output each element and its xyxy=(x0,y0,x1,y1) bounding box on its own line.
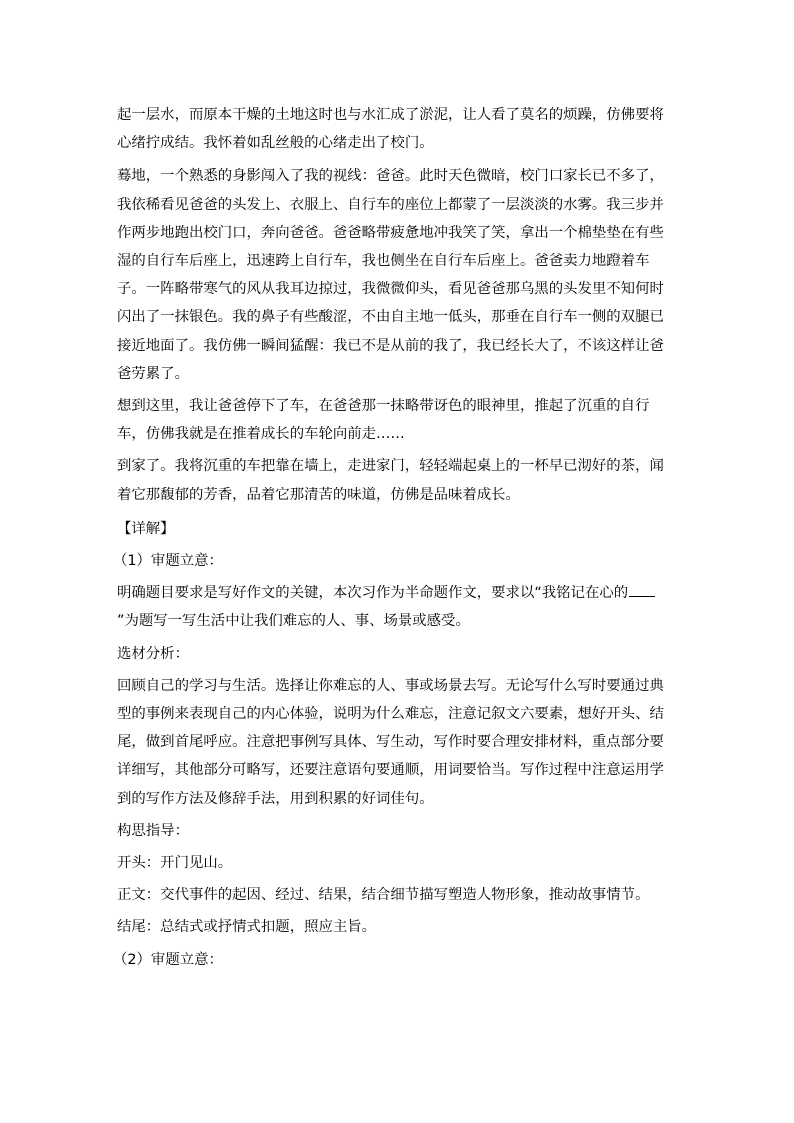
section-2-title: （2）审题立意： xyxy=(113,951,223,968)
page-content xyxy=(113,101,677,974)
idea-guide-title: 构思指导： xyxy=(117,822,189,839)
essay-paragraph-3: 想到这里，我让爸爸停下了车，在爸爸那一抹略带讶色的眼神里，推起了沉重的自行车，仿佛我就是在推着成长的车轮向前走…… xyxy=(117,398,650,443)
section-1-text-part-b: ”为题写一写生活中让我们难忘的人、事、场景或感受。 xyxy=(117,613,470,630)
material-analysis-title: 选材分析： xyxy=(117,645,189,662)
essay-paragraph-1: 起一层水，而原本干燥的土地这时也与水汇成了淤泥，让人看了莫名的烦躁，仿佛要将心绪拧成结。我怀着如乱丝般的心绪走出了校门。 xyxy=(117,107,664,152)
section-1-title: （1）审题立意： xyxy=(113,553,223,570)
analysis-heading: 【详解】 xyxy=(117,520,175,537)
ending-guide: 结尾：总结式或抒情式扣题，照应主旨。 xyxy=(117,919,377,936)
essay-paragraph-2: 蓦地，一个熟悉的身影闯入了我的视线：爸爸。此时天色微暗，校门口家长已不多了，我依稀看见爸爸的头发上、衣服上、自行车的座位上都蒙了一层淡淡的水雾。我三步并作两步地跑出校门口，奔向爸爸。爸爸略带疲惫地冲我笑了笑，拿出一个棉垫垫在有些湿的自行车后座上，迅速跨上自行车，我也侧坐在自行车后座上。爸爸卖力地蹬着车子。一阵略带寒气的风从我耳边掠过，我微微仰头，看见爸爸那乌黑的头发里不知何时闪出了一抹银色。我的鼻子有些酸涩，不由自主地一低头，那垂在自行车一侧的双腿已接近地面了。我仿佛一瞬间猛醒：我已不是从前的我了，我已经长大了，不该这样让爸爸劳累了。 xyxy=(117,168,664,382)
essay-paragraph-4: 到家了。我将沉重的车把靠在墙上，走进家门，轻轻端起桌上的一杯早已沏好的茶，闻着它那馥郁的芳香，品着它那清苦的味道，仿佛是品味着成长。 xyxy=(117,458,664,503)
section-1-text xyxy=(117,579,677,635)
title-blank xyxy=(629,582,655,597)
body-guide: 正文：交代事件的起因、经过、结果，结合细节描写塑造人物形象，推动故事情节。 xyxy=(117,887,650,904)
opening-guide: 开头：开门见山。 xyxy=(117,855,233,872)
material-analysis-text: 回顾自己的学习与生活。选择让你难忘的人、事或场景去写。无论写什么写时要通过典型的事例来表现自己的内心体验，说明为什么难忘，注意记叙文六要素，想好开头、结尾，做到首尾呼应。注意把事例写具体、写生动，写作时要合理安排材料，重点部分要详细写，其他部分可略写，还要注意语句要通顺，用词要恰当。写作过程中注意运用学到的写作方法及修辞手法，用到积累的好词佳句。 xyxy=(117,677,664,807)
section-1-text-part-a: 明确题目要求是写好作文的关键，本次习作为半命题作文，要求以“我铭记在心的 xyxy=(117,585,629,602)
